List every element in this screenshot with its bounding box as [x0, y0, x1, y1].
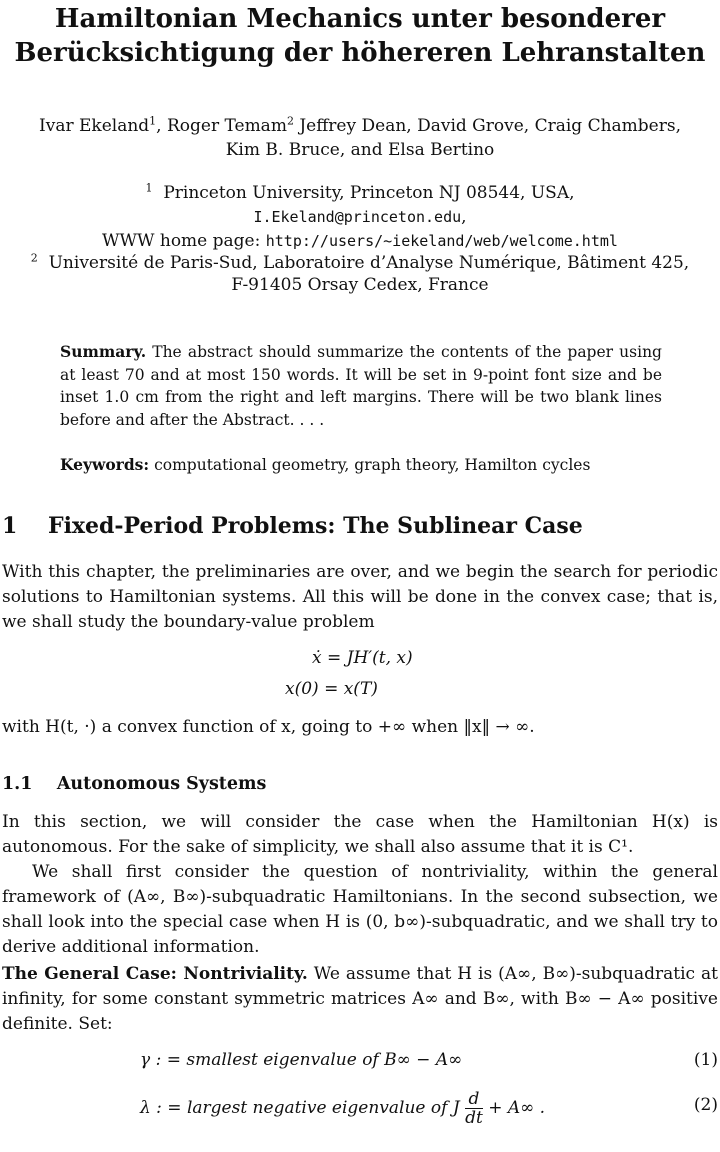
- general-case-heading: The General Case: Nontriviality.: [2, 964, 308, 984]
- equation-2-rhs: + A∞ .: [488, 1098, 546, 1118]
- keywords-text: computational geometry, graph theory, Hamilton cycles: [154, 456, 591, 474]
- affiliation-1-text: Princeton University, Princeton NJ 08544, USA,: [163, 183, 575, 203]
- general-case-text: We assume that H is (A∞, B∞)-subquadratic at infinity, for some constant symmetric matrices A∞ and B∞, with B∞ − A∞ positive definite. Set:: [2, 964, 718, 1034]
- equation-2-lhs: λ : = largest negative eigenvalue of J: [140, 1098, 460, 1118]
- email-comma: ,: [461, 207, 467, 227]
- equation-boundary: [285, 677, 378, 701]
- affiliation-2-mark: 2: [30, 251, 38, 265]
- affiliation-1-homepage-link[interactable]: http://users/~iekeland/web/welcome.html: [265, 232, 618, 250]
- authors-rest: Jeffrey Dean, David Grove, Craig Chambers,: [293, 116, 681, 136]
- paper-title-line-2: Berücksichtigung der höhereren Lehranstalten: [14, 38, 706, 68]
- abstract-text: The abstract should summarize the contents of the paper using at least 70 and at most 150 words. It will be set in 9-point font size and be inset 1.0 cm from the right and left margins. There will be two blank lines before and after the Abstract. . . .: [60, 343, 662, 429]
- affiliation-1-web-line: [0, 229, 720, 253]
- keywords-label: Keywords:: [60, 455, 150, 474]
- equation-1-number: (1): [693, 1050, 718, 1070]
- affiliation-2-line-1: [0, 251, 720, 275]
- abstract: [60, 341, 662, 431]
- subsection-1-1-title: Autonomous Systems: [56, 774, 267, 794]
- keywords: [60, 454, 662, 477]
- author-temam-mark: 2: [286, 114, 294, 128]
- affiliation-1-email[interactable]: I.Ekeland@princeton.edu: [253, 208, 462, 226]
- authors-line-2: Kim B. Bruce, and Elsa Bertino: [225, 140, 495, 160]
- fraction-numerator: d: [465, 1090, 483, 1109]
- author-ekeland-mark: 1: [149, 114, 157, 128]
- affiliation-1-mark: 1: [145, 181, 153, 195]
- authors-line-1: [0, 114, 720, 138]
- subsection-1-1-heading: [2, 772, 266, 796]
- affiliation-2-text: Université de Paris-Sud, Laboratoire d’Analyse Numérique, Bâtiment 425,: [48, 253, 690, 273]
- section-1-paragraph-1: With this chapter, the preliminaries are over, and we begin the search for periodic solutions to Hamiltonian systems. All this will be done in the convex case; that is, we shall study the boundary-value problem: [2, 562, 718, 632]
- equation-1: [140, 1048, 462, 1072]
- author-temam: , Roger Temam: [156, 116, 287, 136]
- equation-hamilton: [312, 646, 413, 670]
- equation-1-text: γ : = smallest eigenvalue of B∞ − A∞: [140, 1050, 463, 1070]
- equation-hamilton-text: ẋ = JH′(t, x): [312, 648, 413, 668]
- subsection-paragraph-2: We shall first consider the question of nontriviality, within the general framework of (A∞, B∞)-subquadratic Hamiltonians. In the second subsection, we shall look into the special case when H is (0, b∞)-subquadratic, and we shall try to derive additional information.: [2, 862, 718, 957]
- affiliation-1-email-line: [0, 205, 720, 229]
- general-case-paragraph: [2, 962, 718, 1037]
- abstract-label: Summary.: [60, 342, 147, 361]
- fraction-denominator: dt: [465, 1108, 483, 1128]
- equation-2-fraction: [465, 1090, 483, 1127]
- subsection-1-1-number: 1.1: [2, 774, 33, 794]
- equation-boundary-text: x(0) = x(T): [285, 679, 378, 699]
- affiliation-1-line-1: [0, 181, 720, 205]
- section-1-number: 1: [2, 513, 18, 539]
- section-1-paragraph-2: with H(t, ·) a convex function of x, going to +∞ when ‖x‖ → ∞.: [2, 717, 535, 737]
- section-1-title: Fixed-Period Problems: The Sublinear Case: [47, 513, 583, 539]
- equation-2-number: (2): [693, 1095, 718, 1115]
- equation-2: [140, 1090, 545, 1127]
- section-1-heading: [2, 512, 583, 540]
- paper-title-line-1: Hamiltonian Mechanics unter besonderer: [54, 4, 666, 34]
- web-label: WWW home page:: [102, 231, 266, 251]
- affiliation-2-line-2: F-91405 Orsay Cedex, France: [231, 275, 489, 295]
- author-ekeland: Ivar Ekeland: [39, 116, 150, 136]
- subsection-paragraph-1: In this section, we will consider the case when the Hamiltonian H(x) is autonomous. For the sake of simplicity, we shall also assume that it is C¹.: [2, 812, 718, 857]
